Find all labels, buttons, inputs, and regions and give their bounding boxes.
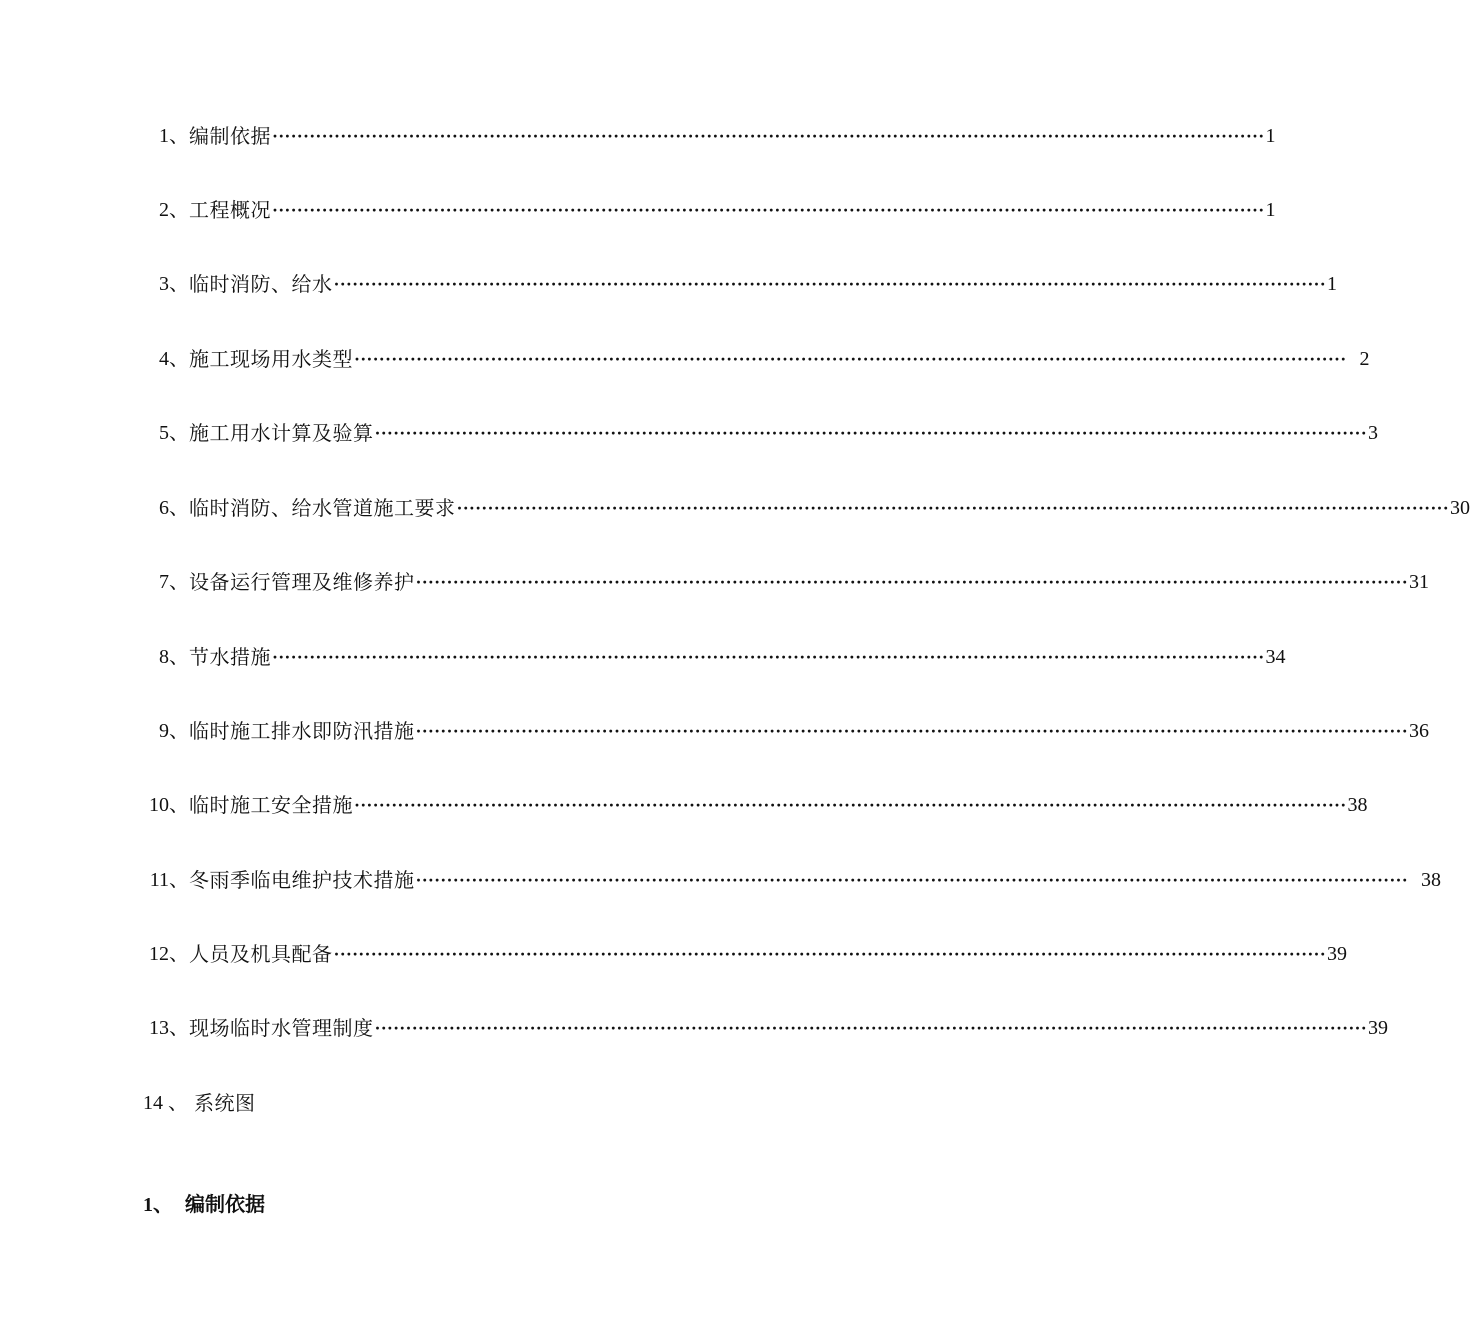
- toc-item-title: 工程概况: [189, 198, 271, 222]
- toc-dot-leader: ································································································································································: [415, 572, 1408, 592]
- toc-item-number: 5、: [159, 422, 189, 444]
- toc-dot-leader: ································································································································································: [333, 944, 1326, 964]
- toc-item-number: 12、: [149, 943, 189, 965]
- toc-item[interactable]: [143, 1013, 1388, 1043]
- toc-dot-leader: ································································································································································: [333, 274, 1326, 294]
- toc-item-number: 3、: [159, 273, 189, 295]
- toc-item-page: 2: [1359, 348, 1370, 370]
- toc-item-title: 现场临时水管理制度: [189, 1016, 374, 1040]
- toc-item-number: 7、: [159, 571, 189, 593]
- toc-item[interactable]: [143, 344, 1370, 374]
- toc-dot-leader: ································································································································································: [374, 423, 1367, 443]
- toc-item-number: 11、: [149, 869, 189, 891]
- toc-dot-leader: ································································································································································: [374, 1018, 1367, 1038]
- toc-item-number: 2、: [159, 199, 189, 221]
- toc-item-number: 1、: [159, 125, 189, 147]
- toc-item[interactable]: [143, 195, 1276, 225]
- toc-item-title: 临时施工安全措施: [189, 793, 353, 817]
- toc-item-page: 1: [1265, 125, 1276, 147]
- toc-item-number: 8、: [159, 646, 189, 668]
- section-heading: [143, 1189, 265, 1220]
- toc-item[interactable]: [143, 939, 1347, 969]
- toc-item-page: 39: [1367, 1017, 1388, 1039]
- toc-dot-leader: ································································································································································: [272, 126, 1265, 146]
- toc-item-number: 6、: [159, 497, 189, 519]
- toc-item[interactable]: [143, 269, 1337, 299]
- toc-dot-leader: ································································································································································: [415, 870, 1408, 890]
- toc-item-page: 1: [1326, 273, 1337, 295]
- toc-item[interactable]: [143, 790, 1368, 820]
- toc-item-page: 30: [1449, 497, 1470, 519]
- toc-item-number: 14 、: [143, 1092, 188, 1114]
- toc-item[interactable]: [143, 418, 1378, 448]
- toc-item-page: 3: [1367, 422, 1378, 444]
- toc-item-title: 临时消防、给水: [189, 272, 333, 296]
- toc-dot-leader: ································································································································································: [354, 795, 1347, 815]
- toc-dot-leader: ································································································································································: [456, 498, 1449, 518]
- toc-dot-leader: ································································································································································: [415, 721, 1408, 741]
- toc-item-page: 31: [1408, 571, 1429, 593]
- toc-item[interactable]: [143, 642, 1286, 672]
- toc-item-title: 临时施工排水即防汛措施: [189, 719, 415, 743]
- toc-item-number: 9、: [159, 720, 189, 742]
- toc-item-page: 38: [1347, 794, 1368, 816]
- toc-item-number: 4、: [159, 348, 189, 370]
- section-heading-title: 编制依据: [185, 1192, 265, 1216]
- toc-item-title: 设备运行管理及维修养护: [189, 570, 415, 594]
- toc-item[interactable]: [143, 121, 1276, 151]
- toc-item-title: 施工现场用水类型: [189, 347, 353, 371]
- toc-item[interactable]: [143, 567, 1429, 597]
- toc-item[interactable]: [143, 865, 1441, 895]
- toc-item-number: 13、: [149, 1017, 189, 1039]
- toc-dot-leader: ································································································································································: [354, 349, 1347, 369]
- toc-item-page: 39: [1326, 943, 1347, 965]
- toc-item[interactable]: [143, 493, 1470, 523]
- toc-item-page: 36: [1408, 720, 1429, 742]
- toc-item-title: 系统图: [194, 1091, 256, 1115]
- toc-item-page: 34: [1265, 646, 1286, 668]
- toc-item-title: 冬雨季临电维护技术措施: [189, 868, 415, 892]
- toc-item-title: 人员及机具配备: [189, 942, 333, 966]
- toc-item-title: 施工用水计算及验算: [189, 421, 374, 445]
- toc-item-title: 临时消防、给水管道施工要求: [189, 496, 456, 520]
- toc-item-page: 38: [1420, 869, 1441, 891]
- toc-item-title: 节水措施: [189, 645, 271, 669]
- toc-item-title: 编制依据: [189, 124, 271, 148]
- toc-item[interactable]: [143, 1088, 783, 1118]
- toc-dot-leader: ································································································································································: [272, 200, 1265, 220]
- toc-dot-leader: ································································································································································: [272, 647, 1265, 667]
- section-heading-number: 1、: [143, 1194, 173, 1216]
- toc-item[interactable]: [143, 716, 1429, 746]
- toc-item-number: 10、: [149, 794, 189, 816]
- toc-item-page: 1: [1265, 199, 1276, 221]
